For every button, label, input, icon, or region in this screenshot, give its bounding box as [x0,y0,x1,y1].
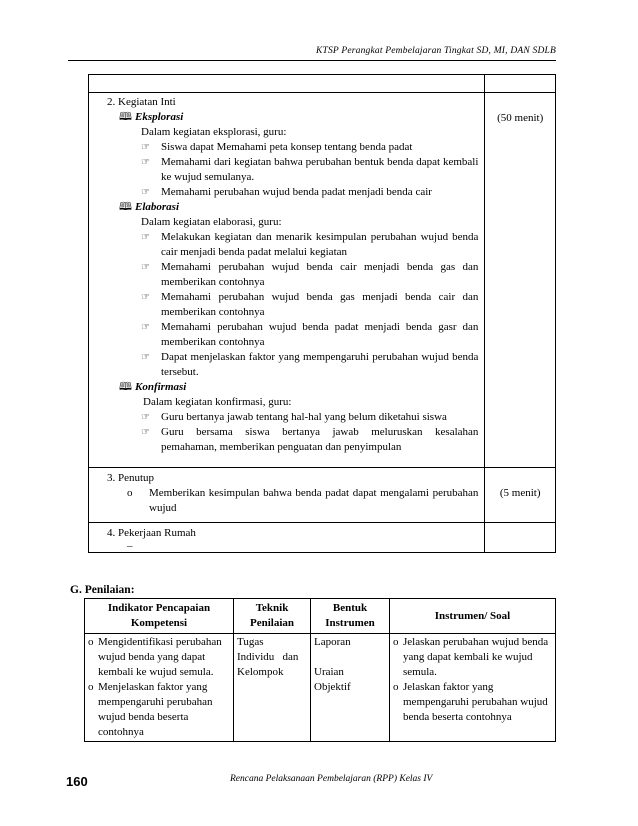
penutup-heading: 3. Penutup [107,472,155,484]
header-indikator: Indikator Pencapaian Kompetensi [85,599,234,634]
list-item: o Memberikan kesimpulan bahwa benda padat dapat mengalami perubahan wujud [127,487,479,514]
pointing-hand-icon: ☞ [141,262,150,273]
header-bentuk: Bentuk Instrumen [311,599,390,634]
pointing-hand-icon: ☞ [141,142,150,153]
pointing-hand-icon: ☞ [141,427,150,438]
table-row [85,634,556,742]
list-item: o Menjelaskan faktor yang mempengaruhi perubahan wujud benda beserta contohnya [88,681,213,738]
table-header-row [85,599,556,634]
eksplorasi-title: Eksplorasi [134,111,184,123]
pointing-hand-icon: ☞ [141,292,150,303]
activity-table [88,74,556,553]
pointing-hand-icon: ☞ [141,232,150,243]
book-icon: 🕮 [119,381,132,393]
teknik-cell: Tugas Individu dan Kelompok [234,634,311,742]
list-item: ☞ Guru bertanya jawab tentang hal-hal yang belum diketahui siswa [141,411,447,423]
pekerjaan-rumah-row [89,523,556,553]
konfirmasi-intro: Dalam kegiatan konfirmasi, guru: [143,396,292,408]
penilaian-table [84,598,556,742]
list-item: ☞ Siswa dapat Memahami peta konsep tentang benda padat [141,141,413,153]
pointing-hand-icon: ☞ [141,187,150,198]
penilaian-title: G. Penilaian: [70,584,135,596]
pointing-hand-icon: ☞ [141,157,150,168]
kegiatan-inti-duration: (50 menit) [485,93,556,468]
list-item: ☞ Memahami perubahan wujud benda cair menjadi benda gas dan memberikan contohnya [141,261,479,288]
list-item: o Mengidentifikasi perubahan wujud benda yang dapat kembali ke wujud semula. [88,636,222,678]
soal-cell [390,634,556,742]
eksplorasi-intro: Dalam kegiatan eksplorasi, guru: [141,126,287,138]
page-header: KTSP Perangkat Pembelajaran Tingkat SD, MI, DAN SDLB [315,46,556,56]
empty-row [89,75,556,93]
pekerjaan-rumah-heading: 4. Pekerjaan Rumah [107,527,196,539]
list-item: ☞ Melakukan kegiatan dan menarik kesimpulan perubahan wujud benda cair menjadi benda padat melalui kegiatan [141,231,479,258]
pointing-hand-icon: ☞ [141,352,150,363]
elaborasi-intro: Dalam kegiatan elaborasi, guru: [141,216,282,228]
list-item: ☞ Guru bersama siswa bertanya jawab meluruskan kesalahan pemahaman, memberikan penguatan dan penyimpulan [141,426,479,453]
list-item: ☞ Memahami perubahan wujud benda gas menjadi benda cair dan memberikan contohnya [141,291,479,318]
pointing-hand-icon: ☞ [141,322,150,333]
header-rule [68,60,556,61]
bentuk-cell: Laporan Uraian Objektif [311,634,390,742]
list-item: o Jelaskan perubahan wujud benda yang dapat kembali ke wujud semula. [393,636,549,678]
list-item: o Jelaskan faktor yang mempengaruhi perubahan wujud benda beserta contohnya [393,681,548,723]
kegiatan-inti-heading: 2. Kegiatan Inti [107,96,176,108]
circle-bullet-icon: o [88,636,94,648]
konfirmasi-title: Konfirmasi [134,381,187,393]
elaborasi-heading [119,200,478,215]
header-soal: Instrumen/ Soal [390,599,556,634]
page-number: 160 [66,774,88,789]
list-item: ☞ Memahami perubahan wujud benda padat menjadi benda cair [141,186,432,198]
circle-bullet-icon: o [393,681,399,693]
elaborasi-title: Elaborasi [134,201,179,213]
page-footer: Rencana Pelaksanaan Pembelajaran (RPP) Kelas IV [230,774,433,784]
konfirmasi-heading [119,380,478,395]
circle-bullet-icon: o [393,636,399,648]
list-item: ☞ Memahami dari kegiatan bahwa perubahan bentuk benda dapat kembali ke wujud semulanya. [141,156,479,183]
list-item: ☞ Dapat menjelaskan faktor yang mempengaruhi perubahan wujud benda tersebut. [141,351,479,378]
penutup-row [89,468,556,523]
circle-bullet-icon: o [88,681,94,693]
book-icon: 🕮 [119,201,132,213]
eksplorasi-heading [119,110,478,125]
circle-bullet-icon: o [127,487,133,499]
kegiatan-inti-row [89,93,556,468]
pointing-hand-icon: ☞ [141,412,150,423]
indikator-cell [85,634,234,742]
book-icon: 🕮 [119,111,132,123]
header-teknik: Teknik Penilaian [234,599,311,634]
list-item: ☞ Memahami perubahan wujud benda padat menjadi benda gasr dan memberikan contohnya [141,321,479,348]
pekerjaan-rumah-dash: – [127,540,133,552]
penutup-duration: (5 menit) [485,468,556,523]
